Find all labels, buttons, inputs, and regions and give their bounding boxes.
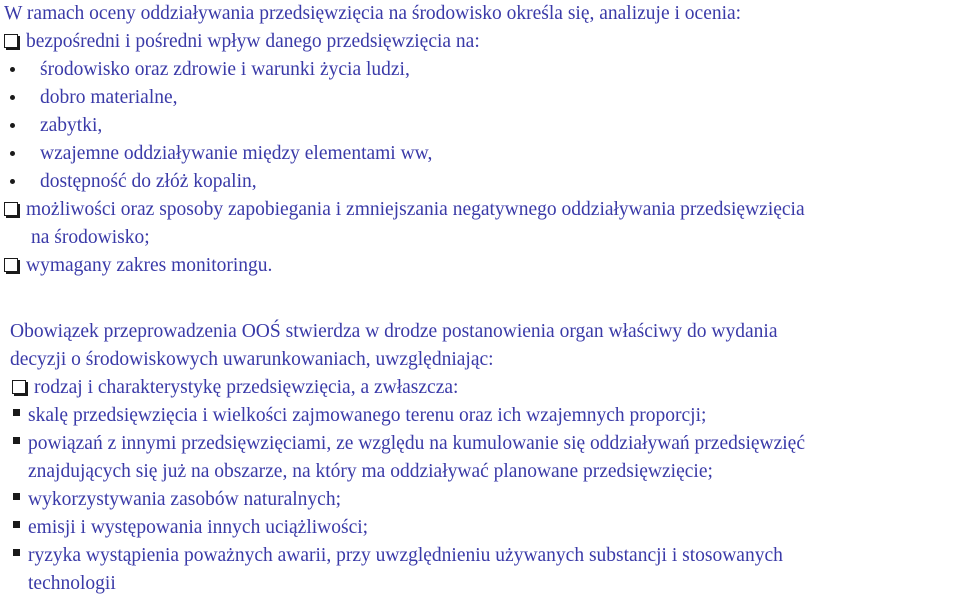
section1-intro: W ramach oceny oddziaływania przedsięwzięcia na środowisko określa się, analizuje i ocenia:: [4, 3, 742, 24]
square-bullet-icon: [13, 493, 20, 500]
section2-sub-item-continuation: znajdujących się już na obszarze, na który ma oddziaływać planowane przedsięwzięcie;: [28, 461, 713, 482]
section2-sub-item: skalę przedsięwzięcia i wielkości zajmowanego terenu oraz ich wzajemnych proporcji;: [28, 405, 707, 426]
section2-intro-line2: decyzji o środowiskowych uwarunkowaniach, uwzględniając:: [10, 349, 494, 370]
checkbox-bullet-icon: [12, 380, 26, 394]
section1-sub-item: dobro materialne,: [40, 87, 178, 108]
square-bullet-icon: [13, 437, 20, 444]
section2-sub-item: powiązań z innymi przedsięwzięciami, ze względu na kumulowanie się oddziaływań przedsięwzięć: [28, 433, 805, 454]
square-bullet-icon: [13, 521, 20, 528]
square-bullet-icon: [13, 549, 20, 556]
section2-sub-item: emisji i występowania innych uciążliwości;: [28, 517, 369, 538]
section2-intro-line1: Obowiązek przeprowadzenia OOŚ stwierdza w drodze postanowienia organ właściwy do wydania: [10, 321, 778, 342]
section2-item-1: rodzaj i charakterystykę przedsięwzięcia, a zwłaszcza:: [12, 374, 458, 402]
section1-item-2: możliwości oraz sposoby zapobiegania i zmniejszania negatywnego oddziaływania przedsięwzięcia: [4, 196, 805, 224]
section1-item-2-continuation: na środowisko;: [31, 227, 150, 248]
bullet-dot-icon: [10, 95, 15, 100]
checkbox-bullet-icon: [4, 34, 18, 48]
bullet-dot-icon: [10, 123, 15, 128]
section1-sub-item: dostępność do złóż kopalin,: [40, 171, 257, 192]
section1-sub-item: środowisko oraz zdrowie i warunki życia ludzi,: [40, 59, 410, 80]
section1-item-3: wymagany zakres monitoringu.: [4, 252, 272, 280]
checkbox-bullet-icon: [4, 202, 18, 216]
bullet-dot-icon: [10, 179, 15, 184]
section2-sub-item: wykorzystywania zasobów naturalnych;: [28, 489, 341, 510]
section1-sub-item: wzajemne oddziaływanie między elementami ww,: [40, 143, 433, 164]
section2-sub-item: ryzyka wystąpienia poważnych awarii, przy uwzględnieniu używanych substancji i stosowanych: [28, 545, 783, 566]
bullet-dot-icon: [10, 67, 15, 72]
section2-sub-item-continuation: technologii: [28, 573, 116, 594]
bullet-dot-icon: [10, 151, 15, 156]
section1-item-1: bezpośredni i pośredni wpływ danego przedsięwzięcia na:: [4, 28, 480, 56]
section1-sub-item: zabytki,: [40, 115, 103, 136]
checkbox-bullet-icon: [4, 258, 18, 272]
square-bullet-icon: [13, 409, 20, 416]
